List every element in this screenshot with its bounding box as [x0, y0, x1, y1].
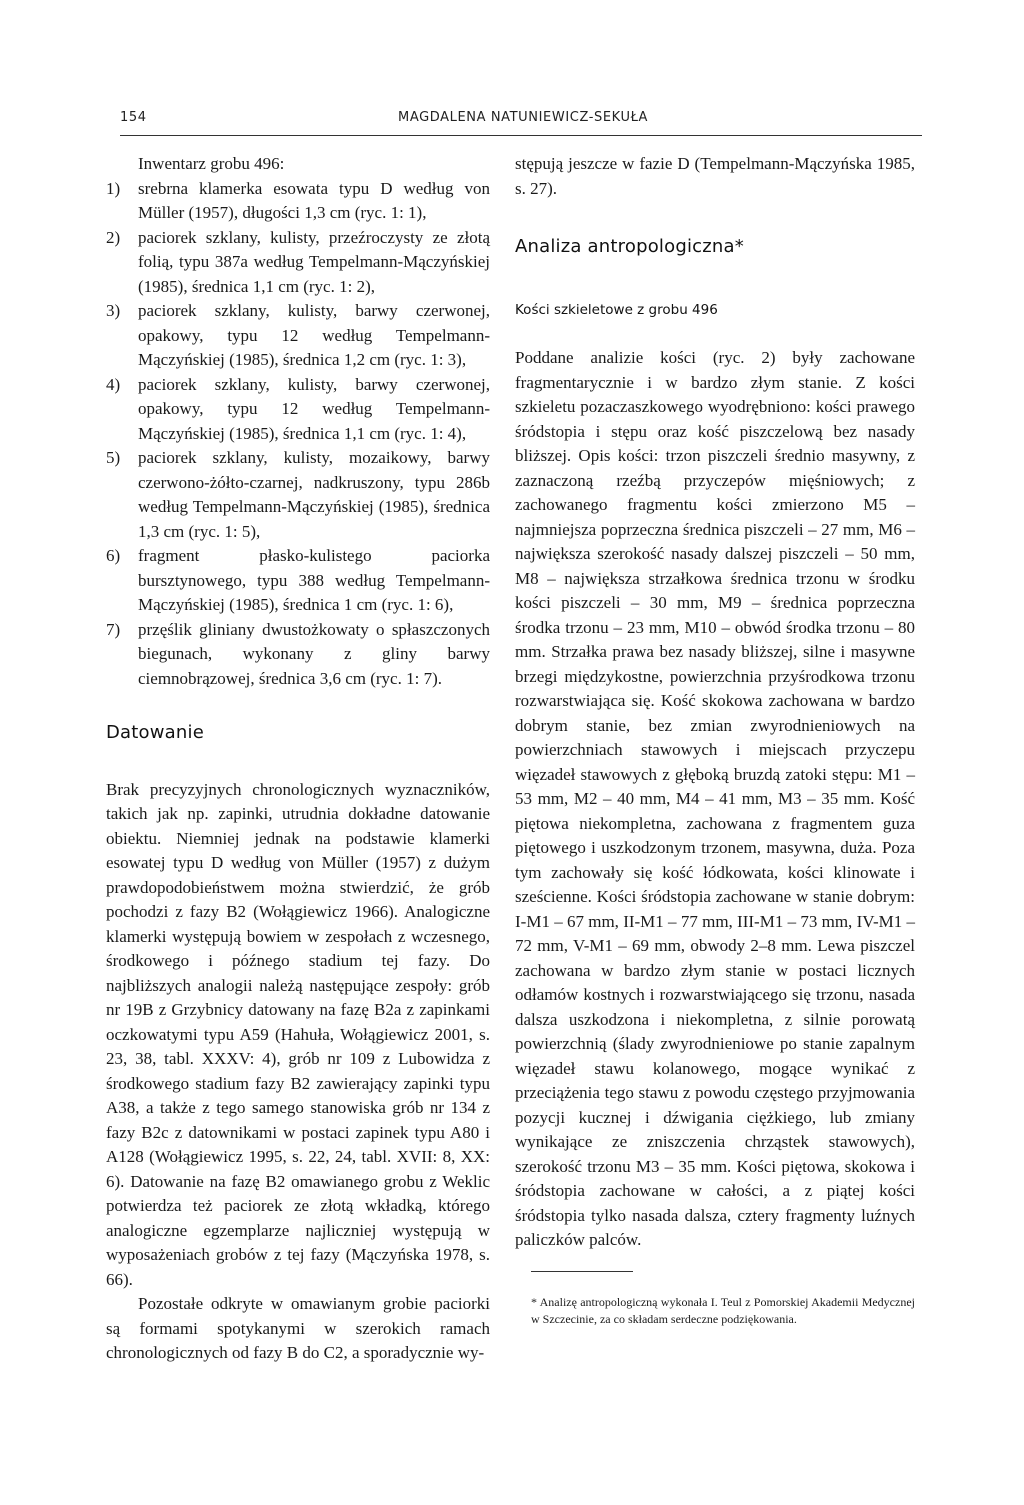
dating-paragraph-2: Pozostałe odkryte w omawianym grobie paciorki są formami spotykanymi w szerokich ramach chronologicznych od fazy B do C2, a sporadycznie wy- [106, 1294, 490, 1362]
inventory-item [106, 618, 490, 692]
inventory-item [106, 446, 490, 544]
item-text: paciorek szklany, kulisty, mozaikowy, barwy czerwono-żółto-czarnej, nadkruszony, typu 286b według Tempelmann-Mączyńskiej (1985), średnica 1,3 cm (ryc. 1: 5), [138, 448, 490, 541]
item-text: srebrna klamerka esowata typu D według von Müller (1957), długości 1,3 cm (ryc. 1: 1), [138, 178, 490, 222]
inventory-item [106, 373, 490, 447]
item-number: 2) [106, 227, 121, 247]
item-text: przęślik gliniany dwustożkowaty o spłaszczonych biegunach, wykonany z gliny barwy ciemnobrązowej, średnica 3,6 cm (ryc. 1: 7). [138, 619, 490, 688]
inventory-item [106, 226, 490, 300]
item-text: paciorek szklany, kulisty, przeźroczysty ze złotą folią, typu 387a według Tempelmann-Mączyńskiej (1985), średnica 1,1 cm (ryc. 1: 2), [138, 227, 490, 296]
inventory-item [106, 299, 490, 373]
left-column [106, 152, 490, 1366]
right-column [515, 152, 915, 1328]
item-number: 7) [106, 619, 121, 639]
item-text: paciorek szklany, kulisty, barwy czerwonej, opakowy, typu 12 według Tempelmann-Mączyńskiej (1985), średnica 1,1 cm (ryc. 1: 4), [138, 374, 490, 443]
item-number: 1) [106, 178, 121, 198]
inventory-item [106, 544, 490, 618]
item-number: 5) [106, 448, 121, 467]
footnote-rule [531, 1271, 633, 1272]
item-number: 6) [106, 546, 121, 565]
item-text: fragment płasko-kulistego paciorka bursztynowego, typu 388 według Tempelmann-Mączyńskiej (1985), średnica 1 cm (ryc. 1: 6), [138, 546, 490, 614]
anthropology-paragraph: Poddane analizie kości (ryc. 2) były zachowane fragmentarycznie i w bardzo złym stanie. Z kości szkieletu pozaczaszkowego wyodrębniono: kości prawego śródstopia i stępu oraz kość piszczelową bez nasady bliższej. Opis kości: trzon piszczeli średnio masywny, z zaznaczoną rzeźbą przyczepów mięśniowych; z zachowanego fragmentu kości zmierzono M5 – najmniejsza poprzeczna średnica piszczeli – 27 mm, M6 – największa szerokość nasady dalszej piszczeli – 50 mm, M8 – największa strzałkowa średnica trzonu w środku kości piszczeli – 30 mm, M9 – średnica poprzeczna środka trzonu – 23 mm, M10 – obwód środka trzonu – 80 mm. Strzałka prawa bez nasady bliższej, silne i masywne brzegi międzykostne, powierzchnia przyśrodkowa trzonu rozwarstwiająca się. Kość skokowa zachowana w bardzo dobrym stanie, bez zmian zwyrodnieniowych na powierzchniach stawowych i miejscach przyczepu więzadeł stawowych z głęboką bruzdą zatoki stępu: M1 – 53 mm, M2 – 40 mm, M4 – 41 mm, M3 – 35 mm. Kość piętowa niekompletna, zachowana z fragmentem guza piętowego i uszkodzonym trzonem, masywna, duża. Poza tym zachowały się kość łódkowata, kości klinowate i sześcienne. Kości śródstopia zachowane w stanie dobrym: I-M1 – 67 mm, II-M1 – 77 mm, III-M1 – 73 mm, IV-M1 – 72 mm, V-M1 – 69 mm, obwody 2–8 mm. Lewa piszczel zachowana w bardzo złym stanie w postaci licznych odłamów kostnych i rozwarstwiającego się trzonu, nasada dalsza uszkodzona i niekompletna, z silnie porowatą powierzchnią (ślady zwyrodnieniowe po stanie zapalnym więzadeł stawu kolanowego, mogące wynikać z przeciążenia tego stawu z powodu częstego przyjmowania pozycji kucznej i dźwigania ciężkiego, lub zmiany wynikające ze zniszczenia chrząstek stawowych), szerokość trzonu M3 – 35 mm. Kości piętowa, skokowa i śródstopia zachowane w całości, a z piątej kości śródstopia tylko nasada dalsza, cztery fragmenty luźnych paliczków palców. [515, 348, 915, 1249]
inventory-title: Inwentarz grobu 496: [138, 154, 285, 173]
footnote: * Analizę antropologiczną wykonała I. Teul z Pomorskiej Akademii Medycznej w Szczecinie, za co składam serdeczne podziękowania. [531, 1294, 915, 1326]
item-number: 4) [106, 374, 121, 394]
item-text: paciorek szklany, kulisty, barwy czerwonej, opakowy, typu 12 według Tempelmann-Mączyńskiej (1985), średnica 1,2 cm (ryc. 1: 3), [138, 301, 490, 369]
page-number: 154 [120, 110, 147, 125]
dating-heading: Datowanie [106, 722, 204, 743]
bones-subheading: Kości szkieletowe z grobu 496 [515, 301, 718, 318]
inventory-item [106, 177, 490, 226]
anthropology-heading: Analiza antropologiczna* [515, 236, 744, 257]
running-title: MAGDALENA NATUNIEWICZ-SEKUŁA [398, 110, 648, 125]
header-rule [120, 135, 922, 136]
continuation-text: stępują jeszcze w fazie D (Tempelmann-Mączyńska 1985, s. 27). [515, 154, 915, 198]
dating-paragraph: Brak precyzyjnych chronologicznych wyznaczników, takich jak np. zapinki, utrudnia dokładne datowanie obiektu. Niemniej jednak na podstawie klamerki esowatej typu D według von Müller (1957) z dużym prawdopodobieństwem można stwierdzić, że grób pochodzi z fazy B2 (Wołągiewicz 1966). Analogiczne klamerki występują bowiem w zespołach z wczesnego, środkowego i późnego stadium tej fazy. Do najbliższych analogii należą następujące zespoły: grób nr 19B z Grzybnicy datowany na fazę B2a z zapinkami oczkowatymi typu A59 (Hahuła, Wołągiewicz 2001, s. 23, 38, tabl. XXXV: 4), grób nr 109 z Lubowidza z środkowego stadium fazy B2 zawierający zapinki typu A38, a także z tego samego stanowiska grób nr 134 z fazy B2c z datownikami w postaci zapinek typu A80 i A128 (Wołągiewicz 1995, s. 22, 24, tabl. XVII: 8, XX: 6). Datowanie na fazę B2 omawianego grobu z Weklic potwierdza też paciorek ze złotą wkładką, którego analogiczne egzemplarze najliczniej występują w wyposażeniach grobów z tej fazy (Mączyńska 1978, s. 66). [106, 779, 490, 1289]
item-number: 3) [106, 301, 121, 320]
inventory-list [106, 177, 490, 692]
